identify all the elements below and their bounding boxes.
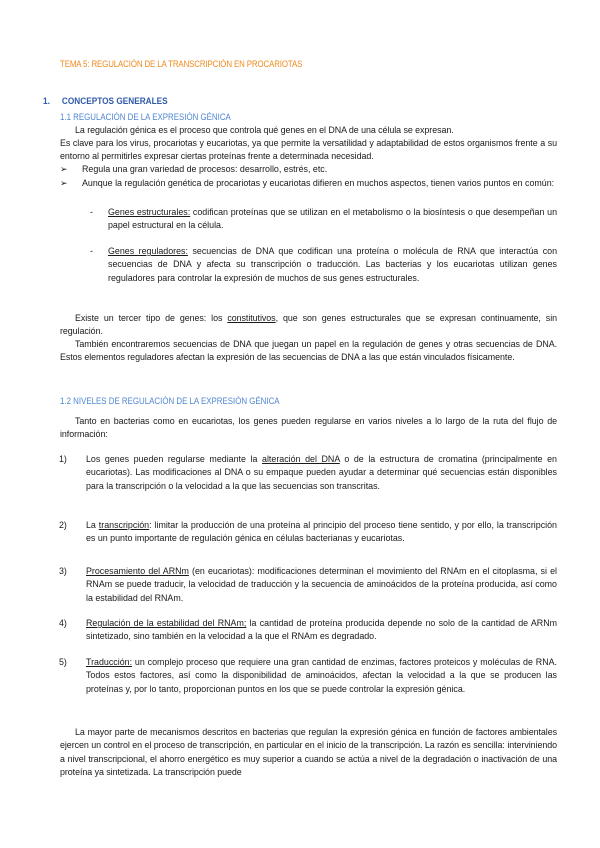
item-number: 3) xyxy=(59,566,67,576)
item-number: 2) xyxy=(59,520,67,530)
bullet-text: Aunque la regulación genética de procariotas y eucariotas difieren en muchos aspectos, tienen varios puntos en común: xyxy=(82,178,555,188)
text: la cantidad de proteína producida depende no solo de la cantidad de ARNm sintetizado, sino también en la velocidad a la que el RNAm es degradado. xyxy=(86,618,557,642)
section-number: 1. xyxy=(43,96,50,107)
term: Genes estructurales: xyxy=(108,207,191,217)
section-title: CONCEPTOS GENERALES xyxy=(61,96,168,107)
dash-item-genes-estructurales xyxy=(90,206,557,233)
section-heading xyxy=(43,96,168,107)
subsection-heading-1-1: 1.1 REGULACIÓN DE LA EXPRESIÓN GÉNICA xyxy=(60,112,231,122)
text: : limitar la producción de una proteína al principio del proceso tiene sentido, y por ello, la transcripción es un punto importante de regulación génica en células bacterianas y eucariotas. xyxy=(86,520,557,544)
list-item xyxy=(59,617,557,644)
term-text: codifican proteínas que se utilizan en el metabolismo o la biosíntesis o que desempeñan un papel estructural en la célula. xyxy=(108,207,557,231)
list-item xyxy=(59,656,557,696)
term: Traducción: xyxy=(86,657,133,667)
item-number: 1) xyxy=(59,454,67,464)
dash-bullet-icon: - xyxy=(90,207,93,217)
term: Genes reguladores: xyxy=(108,246,188,256)
text: o de la estructura de cromatina (principalmente en eucariotas). Las modificaciones al DNA o su empaque pueden ayudar a determinar qué secuencias están disponibles para la transcripción o la velocidad a la que las secuencias son transcritas. xyxy=(86,454,557,491)
text: un complejo proceso que requiere una gran cantidad de enzimas, factores proteicos y moléculas de RNA. Todos estos factores, así como la disponibilidad de aminoácidos, afectan la velocidad a la que se producen las proteínas y, por lo tanto, proporcionan puntos en los que se puede controlar la expresión génica. xyxy=(86,657,557,694)
text: La xyxy=(86,520,99,530)
paragraph: La regulación génica es el proceso que controla qué genes en el DNA de una célula se expresan. xyxy=(75,125,454,135)
term-text: secuencias de DNA que codifican una proteína o molécula de RNA que interactúa con secuencias de DNA y afecta su transcripción o traducción. Las bacterias y los eucariotas utilizan genes reguladores para controlar la expresión de muchos de sus genes estructurales. xyxy=(108,246,557,283)
term: Regulación de la estabilidad del RNAm; xyxy=(86,618,247,628)
bullet-item xyxy=(60,163,557,176)
paragraph: También encontraremos secuencias de DNA que juegan un papel en la regulación de genes y otras secuencias de DNA. Estos elementos reguladores afectan la expresión de las secuencias de DNA a las que están vinculados físicamente. xyxy=(60,339,557,363)
term: constitutivos xyxy=(227,313,276,323)
item-number: 5) xyxy=(59,657,67,667)
term: alteración del DNA xyxy=(262,454,340,464)
paragraph-constitutivos xyxy=(60,312,557,339)
arrowhead-bullet-icon: ➢ xyxy=(60,178,68,188)
dash-item-genes-reguladores xyxy=(90,245,557,285)
text: (en eucariotas): modificaciones determinan el movimiento del RNAm en el citoplasma, si el RNAm se puede traducir, la velocidad de traducción y la secuencia de aminoácidos de la proteína producida, así como la estabilidad del RNAm. xyxy=(86,566,557,603)
paragraph-closing: La mayor parte de mecanismos descritos en bacterias que regulan la expresión génica en función de factores ambientales ejercen un control en el proceso de transcripción, en particular en el inicio de la transcripción. La razón es sencilla: interviniendo a nivel transcripcional, el ahorro energético es muy superior a cuando se actúa a nivel de la degradación o inactivación de una proteína ya sintetizada. La transcripción puede xyxy=(60,727,557,777)
item-number: 4) xyxy=(59,618,67,628)
bullet-item xyxy=(60,177,557,190)
term: transcripción xyxy=(98,520,150,530)
subsection-heading-1-2: 1.2 NIVELES DE REGULACIÓN DE LA EXPRESIÓN GÉNICA xyxy=(60,396,280,406)
term: Procesamiento del ARNm xyxy=(86,566,189,576)
document-title: TEMA 5: REGULACIÓN DE LA TRANSCRIPCIÓN EN PROCARIOTAS xyxy=(60,59,303,69)
arrowhead-bullet-icon: ➢ xyxy=(60,164,68,174)
paragraph: Tanto en bacterias como en eucariotas, los genes pueden regularse en varios niveles a lo largo de la ruta del flujo de información: xyxy=(60,416,557,440)
text: Existe un tercer tipo de genes: los xyxy=(75,313,228,323)
text: , que son genes estructurales que se expresan continuamente, sin regulación. xyxy=(60,313,557,337)
list-item xyxy=(59,453,557,493)
text: Los genes pueden regularse mediante la xyxy=(86,454,263,464)
bullet-text: Regula una gran variedad de procesos: desarrollo, estrés, etc. xyxy=(82,164,328,174)
list-item xyxy=(59,565,557,605)
list-item xyxy=(59,519,557,546)
paragraph: Es clave para los virus, procariotas y eucariotas, ya que permite la versatilidad y adaptabilidad de estos organismos frente a su entorno al permitirles expresar ciertas proteínas frente a determinada necesidad. xyxy=(60,138,557,162)
dash-bullet-icon: - xyxy=(90,246,93,256)
